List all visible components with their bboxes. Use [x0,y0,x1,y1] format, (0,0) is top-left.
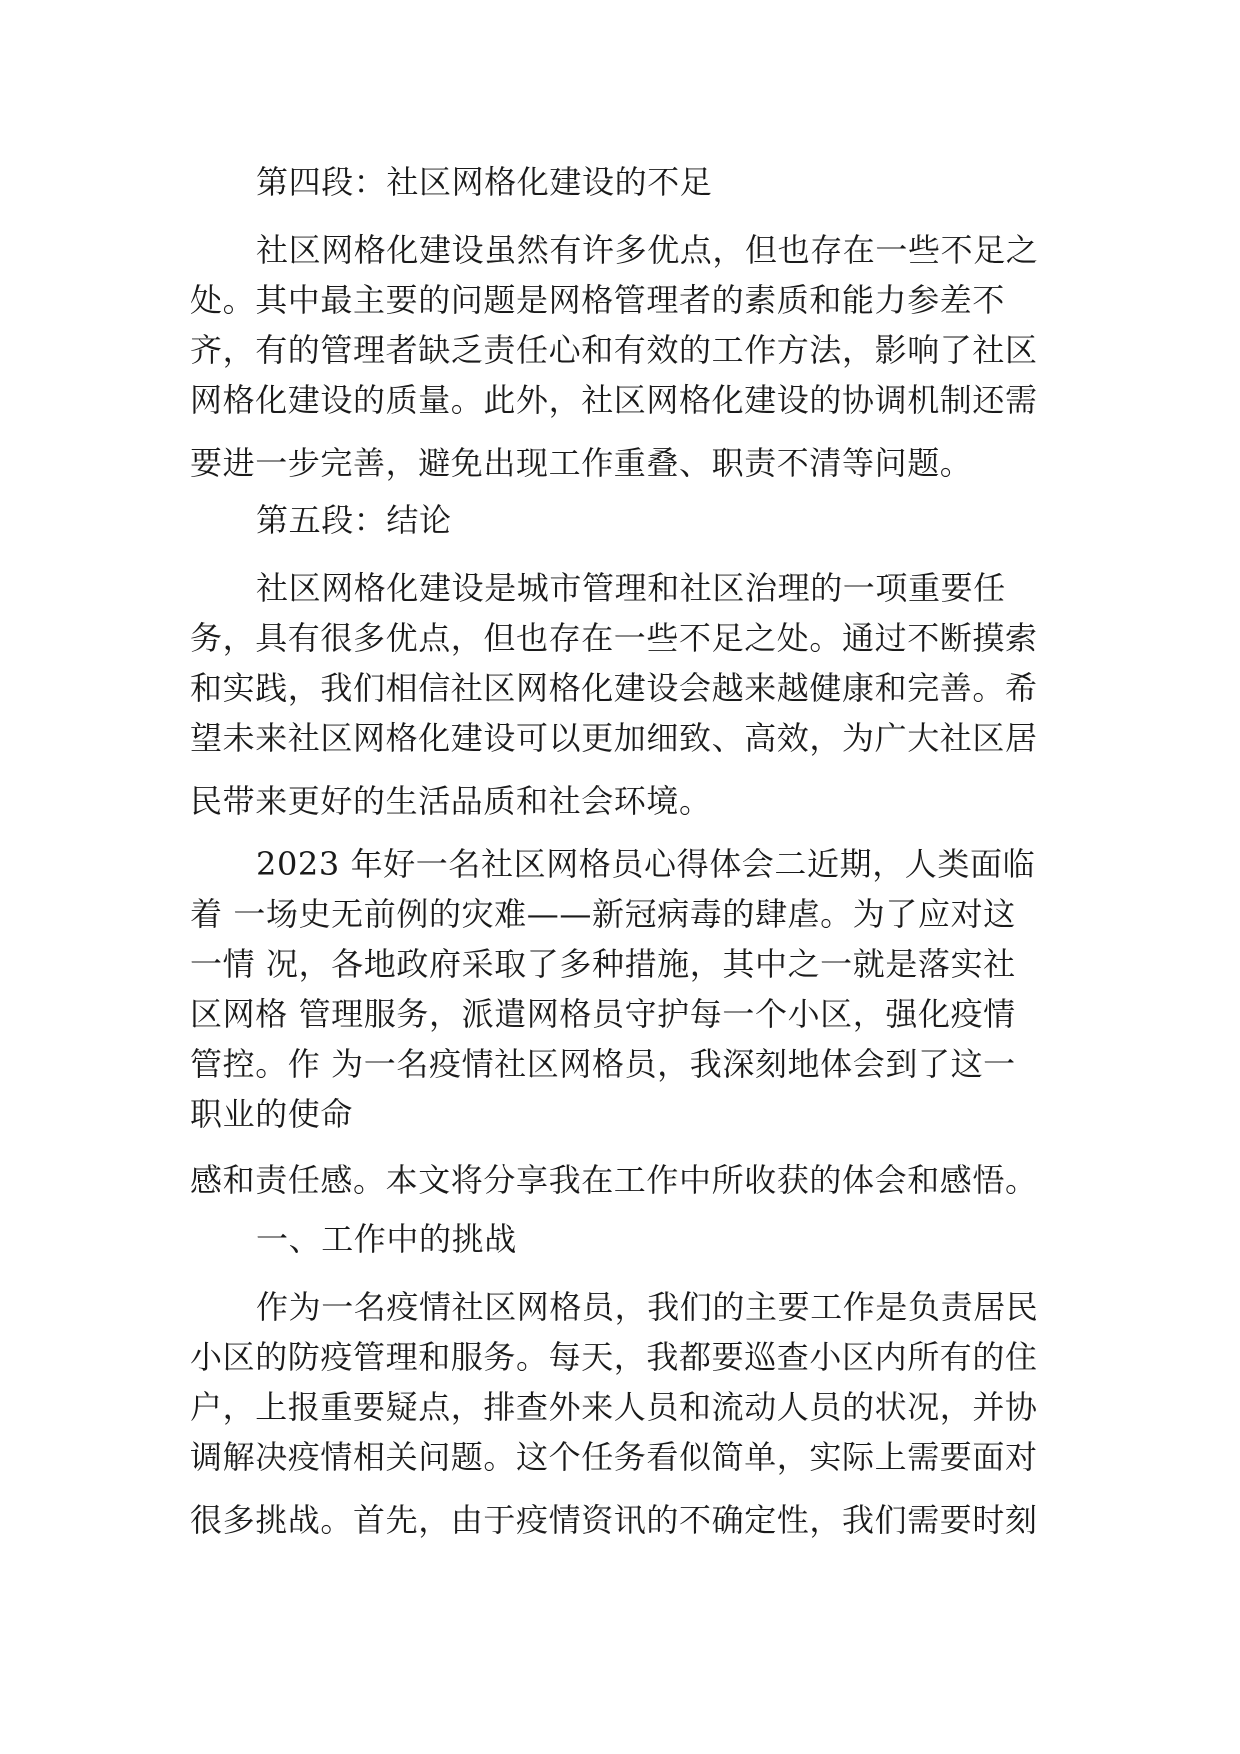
paragraph-line: 社区网格化建设是城市管理和社区治理的一项重要任 [256,569,1006,607]
paragraph-line: 很多挑战。首先，由于疫情资讯的不确定性，我们需要时刻 [190,1501,1038,1539]
section-heading-challenges: 一、工作中的挑战 [256,1220,517,1258]
paragraph-line: 作为一名疫情社区网格员，我们的主要工作是负责居民 [256,1288,1039,1326]
paragraph-line: 感和责任感。本文将分享我在工作中所收获的体会和感悟。 [190,1161,1038,1199]
paragraph-line: 调解决疫情相关问题。这个任务看似简单，实际上需要面对 [190,1438,1038,1476]
paragraph-line: 社区网格化建设虽然有许多优点，但也存在一些不足之 [256,231,1039,269]
paragraph-line: 网格化建设的质量。此外，社区网格化建设的协调机制还需 [190,381,1038,419]
paragraph-line: 一情 况，各地政府采取了多种措施，其中之一就是落实社 [190,945,1016,983]
paragraph-line: 小区的防疫管理和服务。每天，我都要巡查小区内所有的住 [190,1338,1038,1376]
paragraph-line: 职业的使命 [190,1095,354,1133]
paragraph-line: 处。其中最主要的问题是网格管理者的素质和能力参差不 [190,281,1006,319]
paragraph-line: 户，上报重要疑点，排查外来人员和流动人员的状况，并协 [190,1388,1038,1426]
paragraph-line: 民带来更好的生活品质和社会环境。 [190,782,712,820]
paragraph-line: 着 一场史无前例的灾难——新冠病毒的肆虐。为了应对这 [190,895,1016,933]
paragraph-line: 2023 年好一名社区网格员心得体会二近期，人类面临 [256,845,1036,883]
section-heading-4: 第四段：社区网格化建设的不足 [256,163,713,201]
paragraph-line: 望未来社区网格化建设可以更加细致、高效，为广大社区居 [190,719,1038,757]
paragraph-line: 要进一步完善，避免出现工作重叠、职责不清等问题。 [190,444,973,482]
paragraph-line: 和实践，我们相信社区网格化建设会越来越健康和完善。希 [190,669,1038,707]
section-heading-5: 第五段：结论 [256,501,452,539]
paragraph-line: 齐，有的管理者缺乏责任心和有效的工作方法，影响了社区 [190,331,1038,369]
paragraph-line: 区网格 管理服务，派遣网格员守护每一个小区，强化疫情 [190,995,1016,1033]
paragraph-line: 务，具有很多优点，但也存在一些不足之处。通过不断摸索 [190,619,1038,657]
paragraph-line: 管控。作 为一名疫情社区网格员，我深刻地体会到了这一 [190,1045,1016,1083]
